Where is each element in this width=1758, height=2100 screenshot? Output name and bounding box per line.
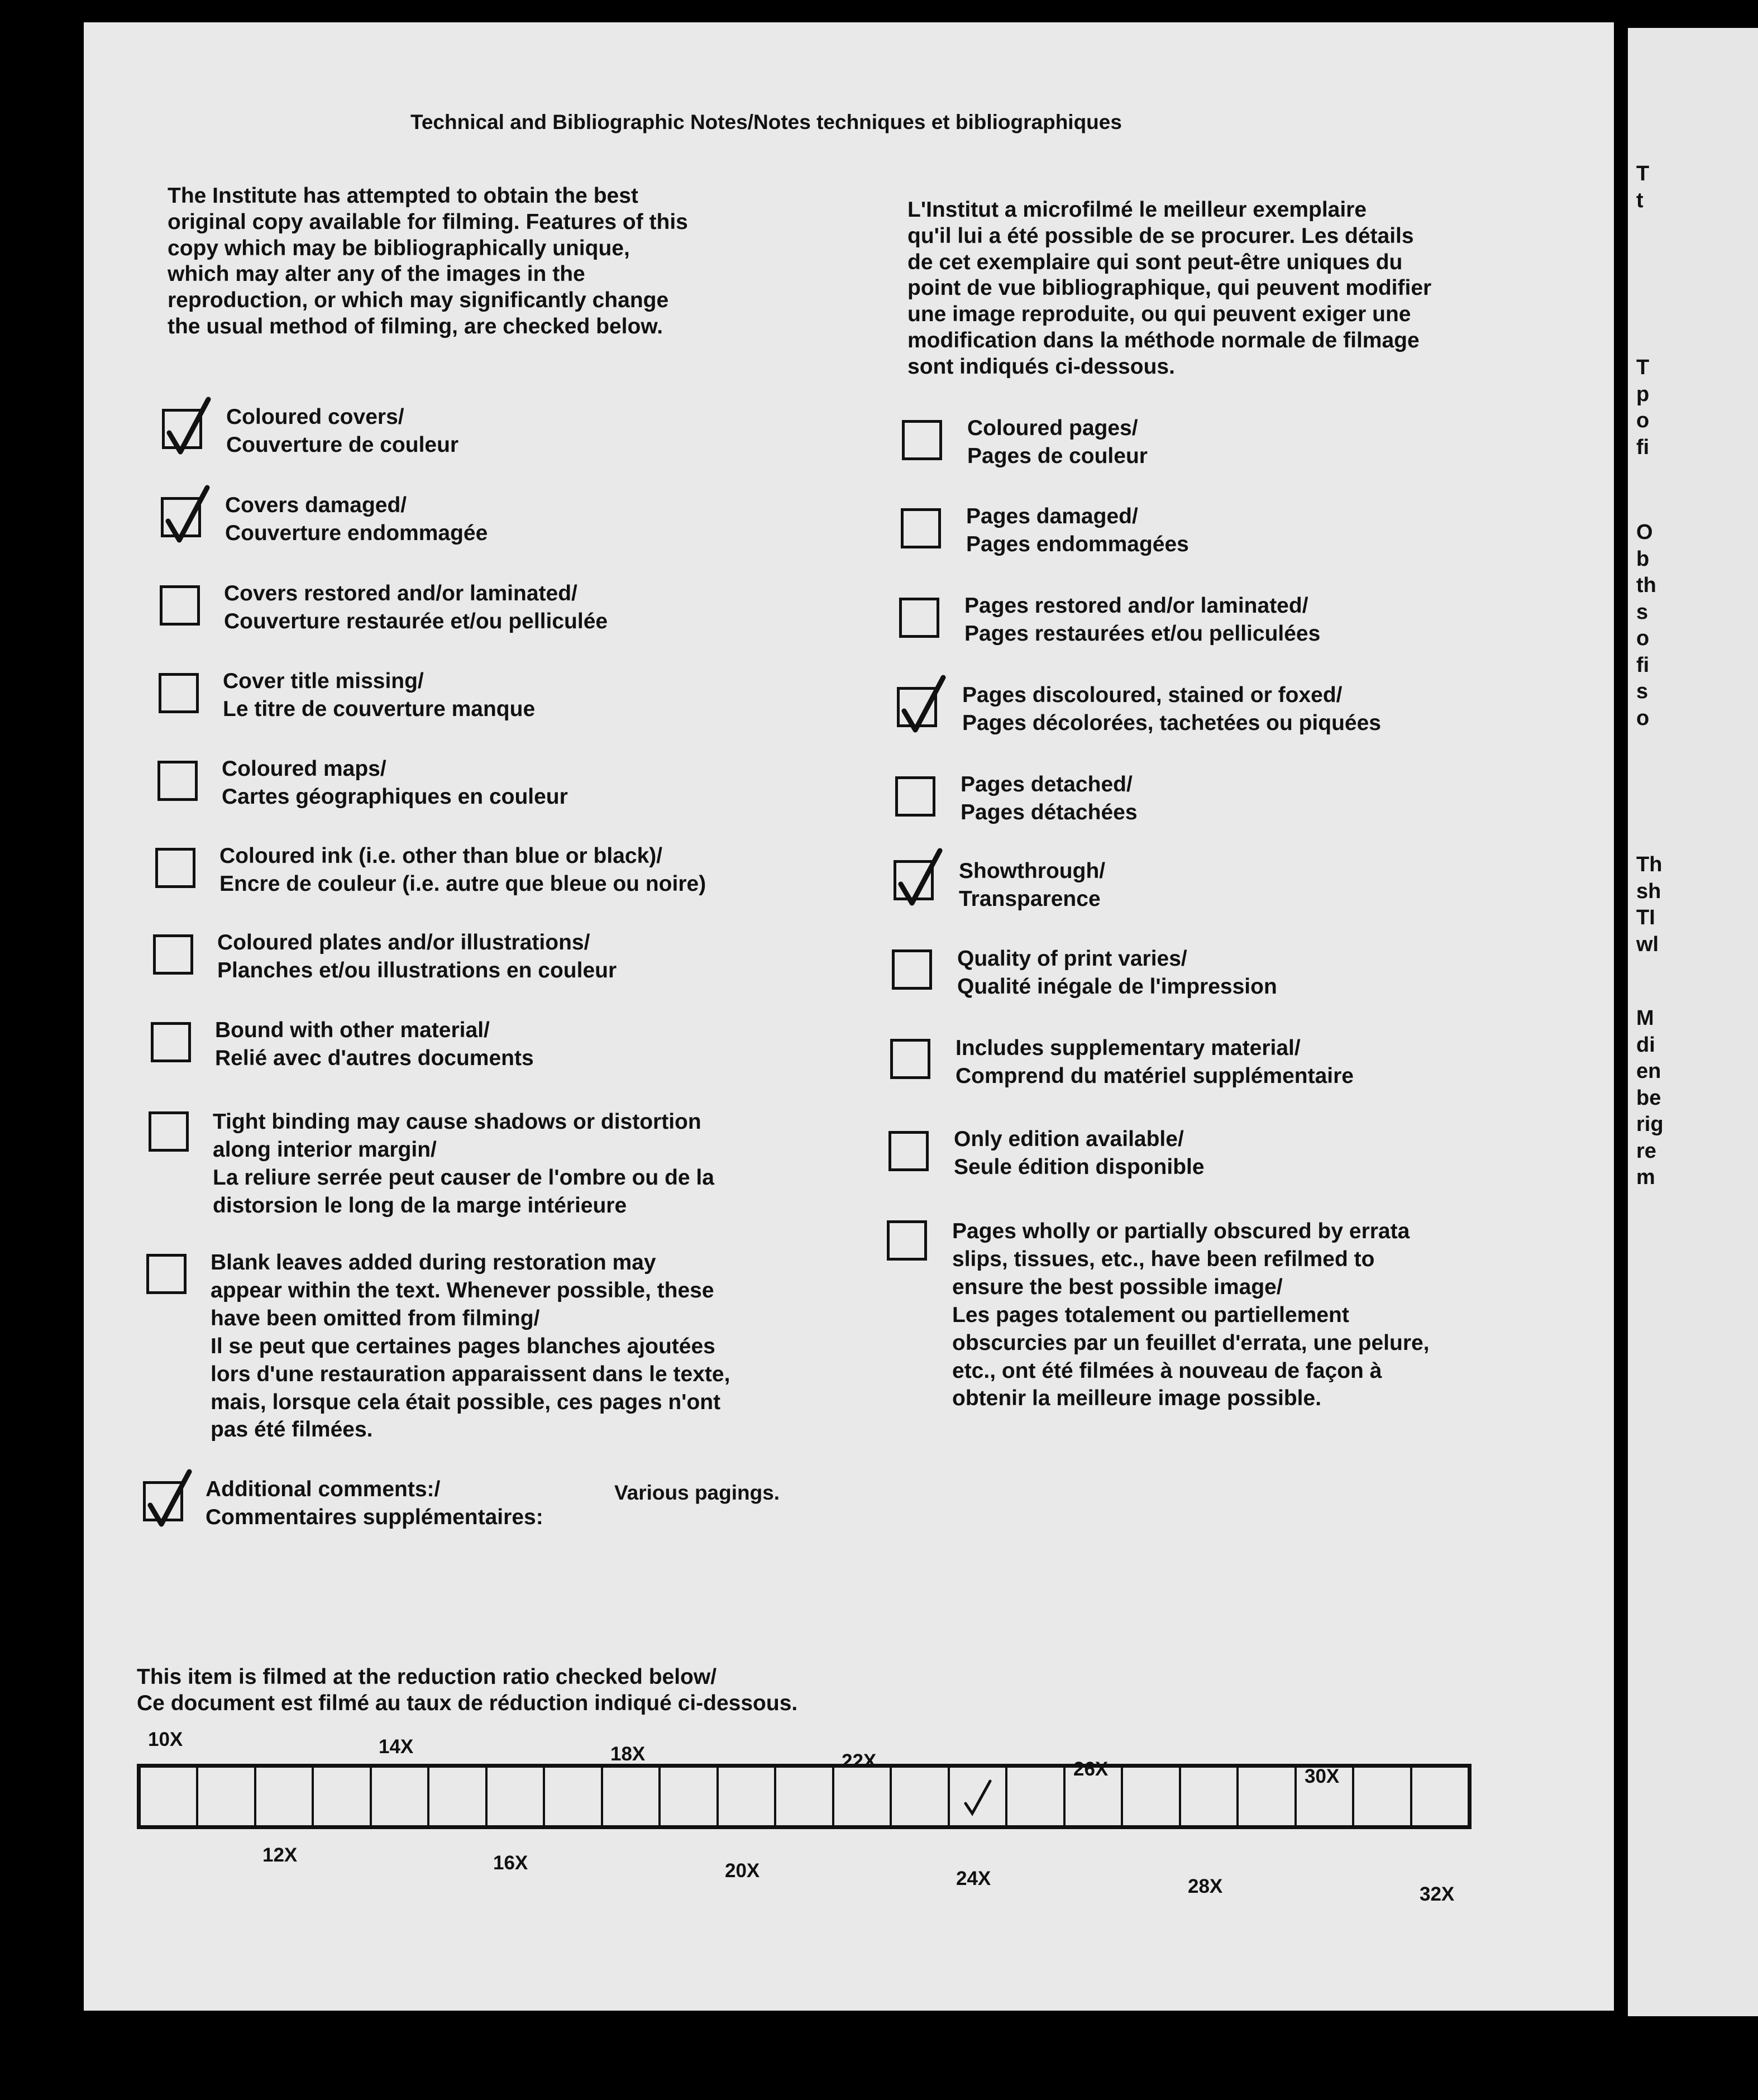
left-checkbox-10[interactable] xyxy=(146,1254,187,1294)
ratio-cell[interactable] xyxy=(429,1768,487,1825)
adjacent-page-text-fragment: T t xyxy=(1636,162,1650,212)
left-item-label-10: Blank leaves added during restoration may appear within the text. Whenever possible, these have been omitted from filming/ Il se peut que certaines pages blanches ajoutées lors d'une restauration apparaissent dans le texte, mais, lorsque cela était possible, ces pages n'ont pas été filmées. xyxy=(211,1251,730,1442)
ratio-label-bottom: 16X xyxy=(493,1852,528,1874)
ratio-cell[interactable] xyxy=(256,1768,314,1825)
right-checkbox-5[interactable] xyxy=(895,776,935,817)
ratio-cell[interactable] xyxy=(198,1768,256,1825)
left-checkbox-9[interactable] xyxy=(149,1111,189,1152)
ratio-cell[interactable] xyxy=(1181,1768,1239,1825)
reduction-ratio-note: This item is filmed at the reduction ratio checked below/ Ce document est filmé au taux de réduction indiqué ci-dessous. xyxy=(137,1665,798,1715)
left-checkbox-3[interactable] xyxy=(160,585,200,626)
ratio-label-top: 14X xyxy=(379,1736,414,1758)
ratio-label-top: 10X xyxy=(148,1729,183,1750)
left-item-label-3: Covers restored and/or laminated/ Couverture restaurée et/ou pelliculée xyxy=(224,581,608,633)
right-item-label-7: Quality of print varies/ Qualité inégale de l'impression xyxy=(957,947,1277,999)
left-item-label-11: Additional comments:/ Commentaires supplémentaires: xyxy=(206,1477,543,1529)
ratio-label-top: 30X xyxy=(1305,1765,1340,1787)
right-checkbox-7[interactable] xyxy=(892,949,932,990)
left-checkbox-4[interactable] xyxy=(159,673,199,713)
right-item-label-9: Only edition available/ Seule édition disponible xyxy=(954,1127,1205,1179)
right-item-label-1: Coloured pages/ Pages de couleur xyxy=(967,416,1148,468)
check-mark-icon xyxy=(147,1471,192,1529)
right-item-label-8: Includes supplementary material/ Comprend du matériel supplémentaire xyxy=(956,1036,1354,1088)
right-checkbox-3[interactable] xyxy=(899,598,939,638)
ratio-cell[interactable] xyxy=(719,1768,776,1825)
ratio-label-bottom: 24X xyxy=(956,1868,991,1889)
ratio-cell[interactable] xyxy=(834,1768,892,1825)
page-title: Technical and Bibliographic Notes/Notes techniques et bibliographiques xyxy=(410,111,1122,133)
ratio-cell[interactable] xyxy=(1066,1768,1123,1825)
left-checkbox-8[interactable] xyxy=(151,1022,191,1062)
right-item-label-10: Pages wholly or partially obscured by errata slips, tissues, etc., have been refilmed to ensure the best possible image/ Les pages totalement ou partiellement obscurcies par un feuillet d'errata, une pelure, etc., ont été filmées à nouveau de façon à obtenir la meilleure image possible. xyxy=(952,1219,1430,1411)
left-item-label-1: Coloured covers/ Couverture de couleur xyxy=(226,405,459,457)
right-item-label-3: Pages restored and/or laminated/ Pages restaurées et/ou pelliculées xyxy=(964,594,1321,646)
adjacent-page-text-fragment: M di en be rig re m xyxy=(1636,1006,1664,1189)
adjacent-page-text-fragment: O b th s o fi s o xyxy=(1636,521,1656,730)
left-item-label-5: Coloured maps/ Cartes géographiques en couleur xyxy=(222,757,568,809)
left-item-label-4: Cover title missing/ Le titre de couverture manque xyxy=(223,669,536,721)
ratio-cell[interactable] xyxy=(545,1768,603,1825)
check-mark-icon xyxy=(166,398,211,456)
ratio-cell[interactable] xyxy=(372,1768,429,1825)
left-checkbox-11[interactable] xyxy=(143,1481,183,1521)
ratio-cell[interactable] xyxy=(1354,1768,1412,1825)
ratio-cell[interactable] xyxy=(1412,1768,1468,1825)
left-checkbox-2[interactable] xyxy=(161,497,201,537)
ratio-label-bottom: 20X xyxy=(725,1860,760,1882)
left-item-label-6: Coloured ink (i.e. other than blue or black)/ Encre de couleur (i.e. autre que bleue ou noire) xyxy=(219,844,706,896)
ratio-cell[interactable] xyxy=(1239,1768,1296,1825)
ratio-cell[interactable] xyxy=(488,1768,545,1825)
right-checkbox-4[interactable] xyxy=(897,687,937,727)
ratio-cell[interactable] xyxy=(950,1768,1007,1825)
left-item-label-2: Covers damaged/ Couverture endommagée xyxy=(225,493,488,545)
left-checkbox-6[interactable] xyxy=(155,848,195,888)
ratio-cell[interactable] xyxy=(892,1768,949,1825)
ratio-cell[interactable] xyxy=(661,1768,718,1825)
adjacent-page-text-fragment: T p o fi xyxy=(1636,356,1650,459)
intro-french: L'Institut a microfilmé le meilleur exemplaire qu'il lui a été possible de se procurer. Les détails de cet exemplaire qui sont peut-être uniques du point de vue bibliographique, qui peuvent modifier une image reproduite, ou qui peuvent exiger une modification dans la méthode normale de filmage sont indiqués ci-dessous. xyxy=(907,198,1432,379)
additional-comment-value: Various pagings. xyxy=(614,1481,780,1504)
ratio-label-bottom: 12X xyxy=(262,1844,298,1866)
left-item-label-8: Bound with other material/ Relié avec d'autres documents xyxy=(215,1018,534,1070)
right-item-label-2: Pages damaged/ Pages endommagées xyxy=(966,504,1189,556)
ratio-cell[interactable] xyxy=(1297,1768,1354,1825)
ratio-cell[interactable] xyxy=(1007,1768,1065,1825)
adjacent-page-edge xyxy=(1628,28,1758,2016)
right-checkbox-1[interactable] xyxy=(902,420,942,460)
right-item-label-6: Showthrough/ Transparence xyxy=(959,859,1106,911)
notes-page xyxy=(84,22,1614,2011)
ratio-cell[interactable] xyxy=(1123,1768,1181,1825)
adjacent-page-text-fragment: Th sh TI wl xyxy=(1636,853,1663,956)
right-checkbox-8[interactable] xyxy=(890,1039,930,1079)
left-item-label-9: Tight binding may cause shadows or distortion along interior margin/ La reliure serrée peut causer de l'ombre ou de la distorsion le long de la marge intérieure xyxy=(213,1110,714,1218)
ratio-cell[interactable] xyxy=(603,1768,661,1825)
check-mark-icon xyxy=(165,486,209,545)
left-checkbox-5[interactable] xyxy=(157,761,198,801)
ratio-label-top: 22X xyxy=(842,1750,877,1772)
right-checkbox-6[interactable] xyxy=(894,860,934,900)
ratio-label-bottom: 32X xyxy=(1420,1883,1455,1905)
ratio-check-icon xyxy=(961,1778,995,1817)
ratio-cell[interactable] xyxy=(141,1768,198,1825)
right-checkbox-9[interactable] xyxy=(888,1131,929,1171)
left-item-label-7: Coloured plates and/or illustrations/ Planches et/ou illustrations en couleur xyxy=(217,930,617,982)
reduction-ratio-scale xyxy=(137,1764,1472,1829)
ratio-cell[interactable] xyxy=(314,1768,371,1825)
check-mark-icon xyxy=(897,849,942,908)
ratio-label-bottom: 28X xyxy=(1188,1875,1223,1897)
right-checkbox-10[interactable] xyxy=(887,1220,927,1261)
left-checkbox-1[interactable] xyxy=(162,409,202,449)
ratio-label-top: 18X xyxy=(610,1743,646,1765)
right-item-label-4: Pages discoloured, stained or foxed/ Pages décolorées, tachetées ou piquées xyxy=(962,683,1381,735)
ratio-cell[interactable] xyxy=(776,1768,834,1825)
check-mark-icon xyxy=(901,676,945,734)
right-item-label-5: Pages detached/ Pages détachées xyxy=(961,772,1138,824)
ratio-label-top: 26X xyxy=(1073,1758,1109,1780)
intro-english: The Institute has attempted to obtain the best original copy available for filming. Features of this copy which may be bibliographically unique, which may alter any of the images in the reproduction, or which may significantly change the usual method of filming, are checked below. xyxy=(168,184,688,338)
right-checkbox-2[interactable] xyxy=(901,508,941,548)
left-checkbox-7[interactable] xyxy=(153,934,193,975)
